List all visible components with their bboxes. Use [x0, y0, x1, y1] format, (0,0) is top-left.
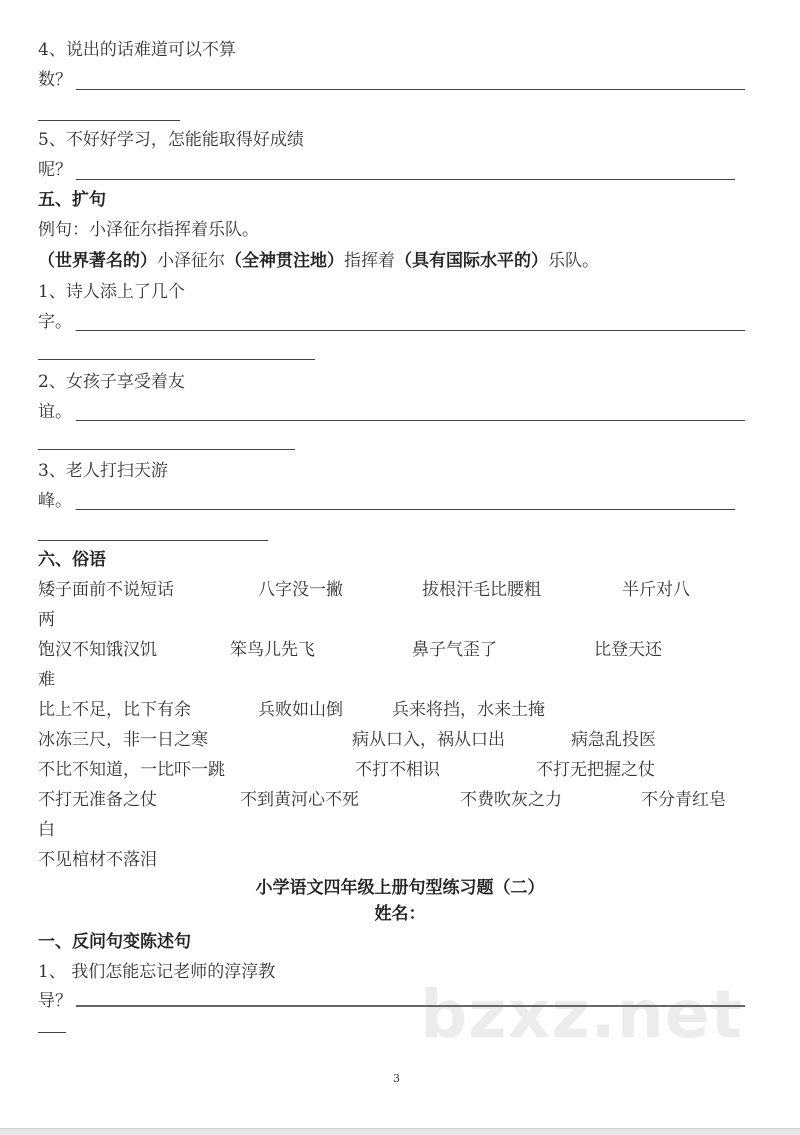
subject: 小泽征尔 — [157, 251, 225, 271]
answer-line-short[interactable] — [38, 540, 268, 541]
proverb: 不到黄河心不死 — [240, 790, 359, 810]
proverb: 兵来将挡，水来土掩 — [392, 700, 545, 720]
proverb: 比上不足，比下有余 — [38, 700, 191, 720]
q4-line1: 4、说出的话难道可以不算 — [38, 40, 236, 60]
item2-line2: 谊。 — [38, 402, 72, 422]
proverb: 鼻子气歪了 — [412, 640, 497, 660]
section5-expanded-example — [38, 250, 599, 272]
proverb: 拔根汗毛比腰粗 — [422, 580, 541, 600]
proverb: 不打无把握之仗 — [536, 760, 655, 780]
verb: 指挥着 — [344, 251, 395, 271]
proverb: 不费吹灰之力 — [460, 790, 562, 810]
proverb: 不见棺材不落泪 — [38, 850, 157, 870]
proverb: 难 — [38, 670, 55, 690]
proverb: 兵败如山倒 — [258, 700, 343, 720]
item1-line2: 字。 — [38, 312, 72, 332]
proverb: 饱汉不知饿汉饥 — [38, 640, 157, 660]
q5-line2: 呢？ — [38, 160, 72, 180]
proverb: 八字没一撇 — [258, 580, 343, 600]
part2-q1-line2: 导？ — [38, 991, 72, 1011]
answer-line[interactable] — [76, 89, 745, 90]
section6-heading: 六、俗语 — [38, 550, 106, 570]
proverb: 矮子面前不说短话 — [38, 580, 174, 600]
part2-section1-heading: 一、反问句变陈述句 — [38, 932, 191, 952]
proverb: 两 — [38, 610, 55, 630]
answer-line[interactable] — [76, 1005, 745, 1007]
section5-example: 例句：小泽征尔指挥着乐队。 — [38, 220, 259, 240]
proverb: 冰冻三尺，非一日之寒 — [38, 730, 208, 750]
proverb: 病急乱投医 — [571, 730, 656, 750]
proverb: 不比不知道，一比吓一跳 — [38, 760, 225, 780]
object: 乐队。 — [548, 251, 599, 271]
name-label: 姓名： — [374, 904, 426, 924]
part2-q1-line1: 1、 我们怎能忘记老师的淳淳教 — [38, 962, 276, 982]
modifier: （具有国际水平的） — [395, 251, 548, 271]
q4-line2: 数？ — [38, 70, 72, 90]
q5-line1: 5、不好好学习，怎能能取得好成绩 — [38, 130, 304, 150]
section5-heading: 五、扩句 — [38, 190, 106, 210]
item3-line2: 峰。 — [38, 491, 72, 511]
proverb: 不打不相识 — [355, 760, 440, 780]
proverb: 比登天还 — [594, 640, 662, 660]
answer-line[interactable] — [76, 330, 745, 331]
part2-title: 小学语文四年级上册句型练习题（二） — [255, 878, 545, 898]
proverb: 白 — [38, 820, 55, 840]
watermark: bzxz.net — [420, 976, 744, 1053]
answer-line[interactable] — [76, 179, 735, 180]
answer-line-short[interactable] — [38, 449, 295, 450]
proverb: 病从口入，祸从口出 — [352, 730, 505, 750]
modifier: （世界著名的） — [38, 251, 157, 271]
answer-line-short[interactable] — [38, 359, 315, 360]
proverb: 不分青红皂 — [641, 790, 726, 810]
answer-line-short[interactable] — [38, 1032, 66, 1033]
item1-line1: 1、诗人添上了几个 — [38, 282, 185, 302]
item3-line1: 3、老人打扫天游 — [38, 461, 168, 481]
answer-line-short[interactable] — [38, 120, 180, 121]
answer-line[interactable] — [76, 509, 735, 510]
modifier: （全神贯注地） — [225, 251, 344, 271]
proverb: 半斤对八 — [622, 580, 690, 600]
item2-line1: 2、女孩子享受着友 — [38, 372, 185, 392]
proverb: 笨鸟儿先飞 — [230, 640, 315, 660]
answer-line[interactable] — [76, 420, 745, 421]
proverb: 不打无准备之仗 — [38, 790, 157, 810]
page-number: 3 — [393, 1072, 400, 1085]
